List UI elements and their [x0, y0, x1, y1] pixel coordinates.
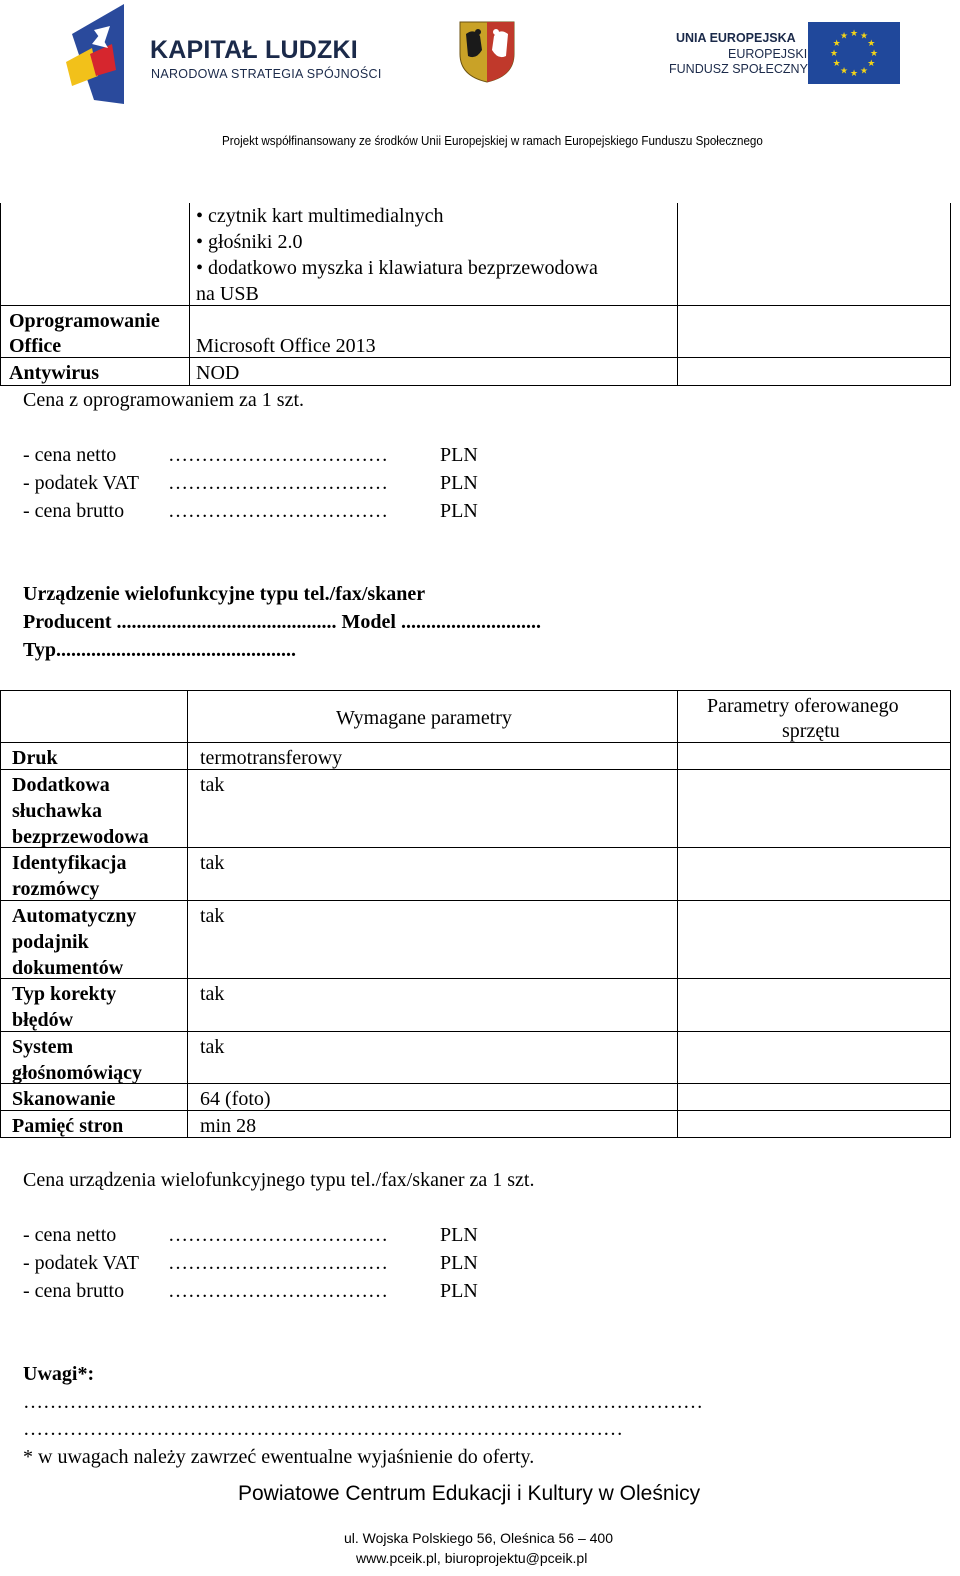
footer-address: ul. Wojska Polskiego 56, Oleśnica 56 – 400 [344, 1530, 614, 1546]
row-label-speakerphone-2: głośnomówiący [12, 1062, 142, 1084]
header-required-params: Wymagane parametry [336, 707, 512, 729]
footer-organization: Powiatowe Centrum Edukacji i Kultury w Oleśnicy [238, 1482, 701, 1505]
header-offered-params-1: Parametry oferowanego [707, 695, 899, 717]
kapital-ludzki-emblem-icon [64, 4, 128, 104]
eu-star-icon: ★ [839, 65, 849, 76]
price-net-label: - cena netto [23, 444, 117, 466]
price2-vat-label: - podatek VAT [23, 1252, 139, 1274]
kapital-ludzki-title: KAPITAŁ LUDZKI [150, 36, 358, 64]
value-office: Microsoft Office 2013 [196, 335, 376, 357]
eu-star-icon: ★ [849, 28, 859, 38]
eu-star-icon: ★ [839, 30, 849, 41]
eu-star-icon: ★ [859, 65, 869, 76]
bullet-usb: na USB [196, 283, 259, 305]
label-office: Office [9, 335, 62, 357]
row-label-handset-3: bezprzewodowa [12, 826, 149, 848]
eu-star-icon: ★ [832, 38, 841, 48]
device-type: Typ................................................ [23, 639, 296, 661]
price-gross-label: - cena brutto [23, 500, 125, 522]
row-value-speakerphone: tak [200, 1036, 225, 1058]
eu-star-icon: ★ [829, 48, 839, 58]
price-vat-unit: PLN [440, 472, 478, 494]
bullet-card-reader: • czytnik kart multimedialnych [196, 205, 444, 227]
eu-star-icon: ★ [867, 38, 876, 48]
row-label-feeder-3: dokumentów [12, 957, 124, 979]
notes-footnote: * w uwagach należy zawrzeć ewentualne wyjaśnienie do oferty. [23, 1446, 535, 1468]
eu-line-1: UNIA EUROPEJSKA [676, 31, 796, 45]
cofinancing-note: Projekt współfinansowany ze środków Unii Europejskiej w ramach Europejskiego Funduszu Społecznego [222, 134, 763, 148]
notes-title: Uwagi*: [23, 1363, 95, 1385]
row-value-page-memory: min 28 [200, 1115, 257, 1137]
notes-dots-line-1: ………………………………………………………………………………………… [23, 1391, 703, 1413]
eu-star-icon: ★ [869, 48, 879, 58]
notes-dots-line-2: ……………………………………………………………………………… [23, 1418, 623, 1440]
price-heading: Cena z oprogramowaniem za 1 szt. [23, 389, 305, 411]
bullet-mouse-keyboard: • dodatkowo myszka i klawiatura bezprzewodowa [196, 257, 598, 279]
eu-flag-icon [808, 22, 900, 84]
coat-of-arms-eagle-icon [458, 20, 516, 84]
row-label-correction-1: Typ korekty [12, 983, 117, 1005]
row-label-speakerphone-1: System [12, 1036, 74, 1058]
eu-star-icon: ★ [832, 58, 841, 68]
row-label-caller-id-1: Identyfikacja [12, 852, 127, 874]
kapital-ludzki-subtitle: NARODOWA STRATEGIA SPÓJNOŚCI [151, 67, 382, 81]
row-label-scanning: Skanowanie [12, 1088, 116, 1110]
value-antivirus: NOD [196, 362, 240, 384]
price2-net-label: - cena netto [23, 1224, 117, 1246]
eu-star-icon: ★ [859, 30, 869, 41]
label-software: Oprogramowanie [9, 310, 160, 332]
row-label-page-memory: Pamięć stron [12, 1115, 124, 1137]
row-value-feeder: tak [200, 905, 225, 927]
price2-vat-dots: …………………………… [168, 1252, 388, 1274]
row-label-handset-2: słuchawka [12, 800, 103, 822]
bullet-speakers: • głośniki 2.0 [196, 231, 303, 253]
price-gross-dots: …………………………… [168, 500, 388, 522]
eu-star-icon: ★ [867, 58, 876, 68]
row-label-correction-2: błędów [12, 1009, 74, 1031]
footer-contact: www.pceik.pl, biuroprojektu@pceik.pl [356, 1550, 588, 1566]
price2-gross-unit: PLN [440, 1280, 478, 1302]
price-gross-unit: PLN [440, 500, 478, 522]
price-vat-label: - podatek VAT [23, 472, 139, 494]
price2-gross-label: - cena brutto [23, 1280, 125, 1302]
eu-line-2: EUROPEJSKI [728, 47, 808, 61]
row-label-caller-id-2: rozmówcy [12, 878, 100, 900]
eu-line-3: FUNDUSZ SPOŁECZNY [669, 62, 808, 76]
device-producer-model: Producent ............................................ Model ............................ [23, 611, 541, 633]
label-antivirus: Antywirus [9, 362, 100, 384]
row-label-feeder-1: Automatyczny [12, 905, 137, 927]
price-net-dots: …………………………… [168, 444, 388, 466]
price-vat-dots: …………………………… [168, 472, 388, 494]
header-offered-params-2: sprzętu [782, 720, 840, 742]
row-value-print: termotransferowy [200, 747, 343, 769]
price-net-unit: PLN [440, 444, 478, 466]
price2-vat-unit: PLN [440, 1252, 478, 1274]
row-value-caller-id: tak [200, 852, 225, 874]
row-label-print: Druk [12, 747, 58, 769]
price2-heading: Cena urządzenia wielofunkcyjnego typu tel./fax/skaner za 1 szt. [23, 1169, 535, 1191]
device-title: Urządzenie wielofunkcyjne typu tel./fax/skaner [23, 583, 426, 605]
row-label-feeder-2: podajnik [12, 931, 89, 953]
row-label-handset-1: Dodatkowa [12, 774, 110, 796]
row-value-handset: tak [200, 774, 225, 796]
price2-gross-dots: …………………………… [168, 1280, 388, 1302]
price2-net-dots: …………………………… [168, 1224, 388, 1246]
price2-net-unit: PLN [440, 1224, 478, 1246]
row-value-scanning: 64 (foto) [200, 1088, 271, 1110]
row-value-correction: tak [200, 983, 225, 1005]
eu-star-icon: ★ [849, 68, 859, 78]
